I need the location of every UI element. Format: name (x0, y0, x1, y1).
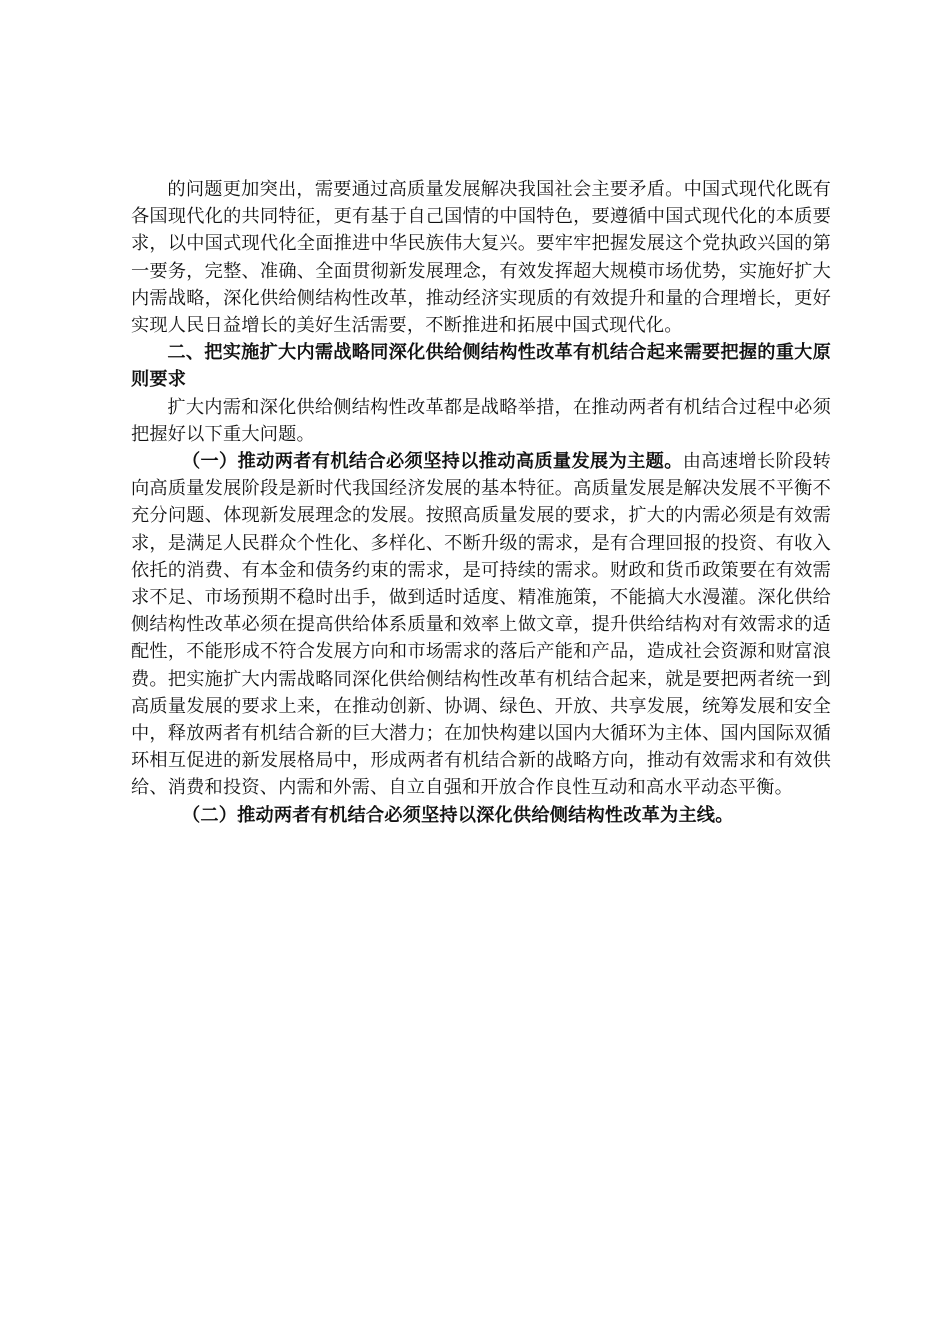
document-body (131, 176, 831, 829)
item-two-paragraph (131, 802, 831, 829)
paragraph-continuation: 的问题更加突出，需要通过高质量发展解决我国社会主要矛盾。中国式现代化既有各国现代化的共同特征，更有基于自己国情的中国特色，要遵循中国式现代化的本质要求，以中国式现代化全面推进中华民族伟大复兴。要牢牢把握发展这个党执政兴国的第一要务，完整、准确、全面贯彻新发展理念，有效发挥超大规模市场优势，实施好扩大内需战略，深化供给侧结构性改革，推动经济实现质的有效提升和量的合理增长，更好实现人民日益增长的美好生活需要，不断推进和拓展中国式现代化。 (131, 179, 831, 337)
item-one-body: 由高速增长阶段转向高质量发展阶段是新时代我国经济发展的基本特征。高质量发展是解决发展不平衡不充分问题、体现新发展理念的发展。按照高质量发展的要求，扩大的内需必须是有效需求，是满足人民群众个性化、多样化、不断升级的需求，是有合理回报的投资、有收入依托的消费、有本金和债务约束的需求，是可持续的需求。财政和货币政策要在有效需求不足、市场预期不稳时出手，做到适时适度、精准施策，不能搞大水漫灌。深化供给侧结构性改革必须在提高供给体系质量和效率上做文章，提升供给结构对有效需求的适配性，不能形成不符合发展方向和市场需求的落后产能和产品，造成社会资源和财富浪费。把实施扩大内需战略同深化供给侧结构性改革有机结合起来，就是要把两者统一到高质量发展的要求上来，在推动创新、协调、绿色、开放、共享发展，统筹发展和安全中，释放两者有机结合新的巨大潜力；在加快构建以国内大循环为主体、国内国际双循环相互促进的新发展格局中，形成两者有机结合新的战略方向，推动有效需求和有效供给、消费和投资、内需和外需、自立自强和开放合作良性互动和高水平动态平衡。 (131, 451, 831, 799)
section-heading: 二、把实施扩大内需战略同深化供给侧结构性改革有机结合起来需要把握的重大原则要求 (131, 342, 831, 391)
item-one-paragraph (131, 448, 831, 802)
item-two-lead: （二）推动两者有机结合必须坚持以深化供给侧结构性改革为主线。 (181, 804, 734, 826)
item-one-lead: （一）推动两者有机结合必须坚持以推动高质量发展为主题。 (181, 451, 683, 473)
section-intro-paragraph: 扩大内需和深化供给侧结构性改革都是战略举措，在推动两者有机结合过程中必须把握好以下重大问题。 (131, 396, 831, 445)
